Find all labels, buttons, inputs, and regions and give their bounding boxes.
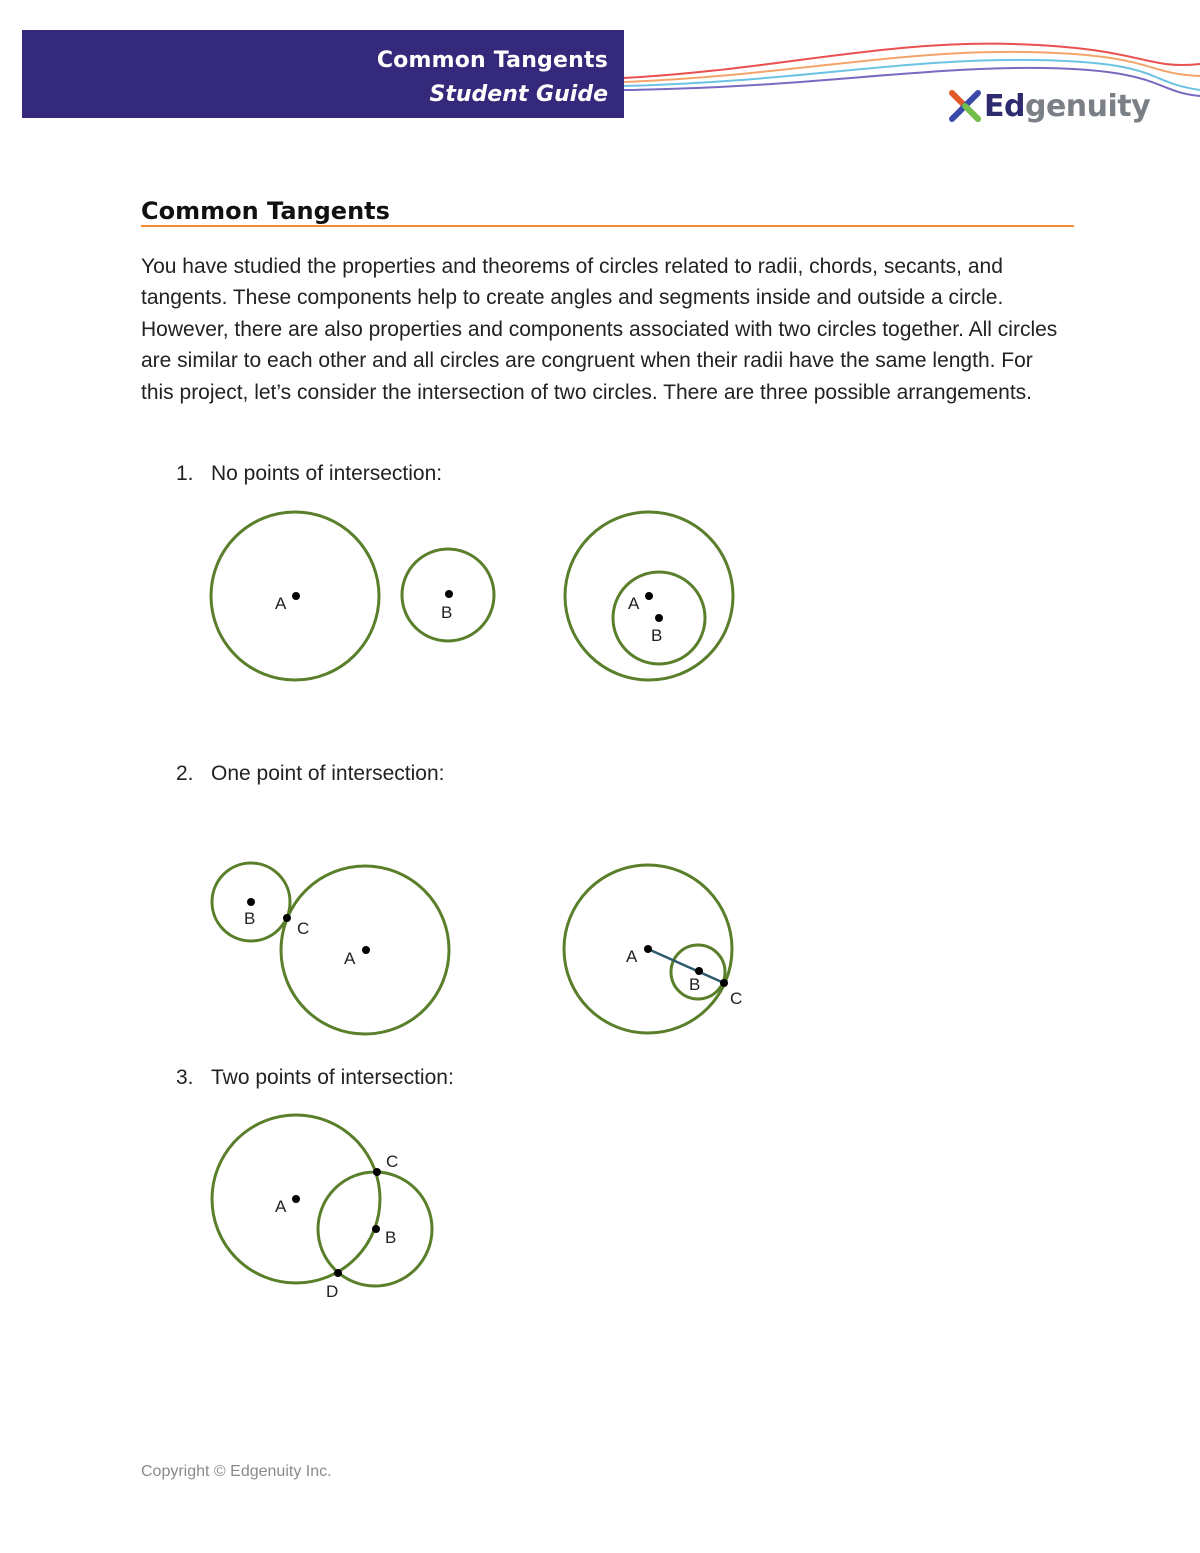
point-b — [695, 967, 703, 975]
intro-paragraph: You have studied the properties and theorems of circles related to radii, chords, secants, and tangents. These components help to create angles and segments inside and outside a circle. However, there are also properties and components associated with two circles together. All circles are similar to each other and all circles are congruent when their radii have the same length. For this project, let’s consider the intersection of two circles. There are three possible arrangements. — [141, 255, 1058, 404]
label-a: A — [626, 947, 638, 966]
label-c: C — [386, 1152, 399, 1171]
header-subtitle: Student Guide — [429, 82, 608, 107]
section-title: Common Tangents — [141, 197, 390, 225]
list-item-number: 3. — [176, 1066, 194, 1089]
label-b: B — [244, 909, 256, 928]
point-a — [292, 592, 300, 600]
point-a — [644, 945, 652, 953]
point-d — [334, 1269, 342, 1277]
header-title: Common Tangents — [376, 48, 608, 73]
point-c — [720, 979, 728, 987]
point-c — [283, 914, 291, 922]
label-b: B — [441, 603, 453, 622]
footer-copyright: Copyright © Edgenuity Inc. — [141, 1463, 332, 1480]
list-item-number: 1. — [176, 462, 194, 485]
point-a — [362, 946, 370, 954]
point-b — [247, 898, 255, 906]
label-a: A — [344, 949, 356, 968]
point-c — [373, 1168, 381, 1176]
logo-text-dark: Ed — [984, 88, 1025, 124]
list-item-text: One point of intersection: — [211, 762, 445, 785]
label-b: B — [385, 1228, 397, 1247]
list-item-text: Two points of intersection: — [211, 1066, 454, 1089]
label-c: C — [730, 989, 743, 1008]
point-a — [292, 1195, 300, 1203]
label-c: C — [297, 919, 310, 938]
label-a: A — [275, 1197, 287, 1216]
label-a: A — [275, 594, 287, 613]
point-b — [445, 590, 453, 598]
label-d: D — [326, 1282, 339, 1301]
point-a — [645, 592, 653, 600]
logo-text-light: genuity — [1024, 88, 1151, 124]
label-b: B — [651, 626, 663, 645]
point-b — [655, 614, 663, 622]
point-b — [372, 1225, 380, 1233]
radius-segment-a-c — [648, 949, 724, 983]
label-a: A — [628, 594, 640, 613]
list-item-number: 2. — [176, 762, 194, 785]
list-item-text: No points of intersection: — [211, 462, 443, 485]
label-b: B — [689, 975, 701, 994]
